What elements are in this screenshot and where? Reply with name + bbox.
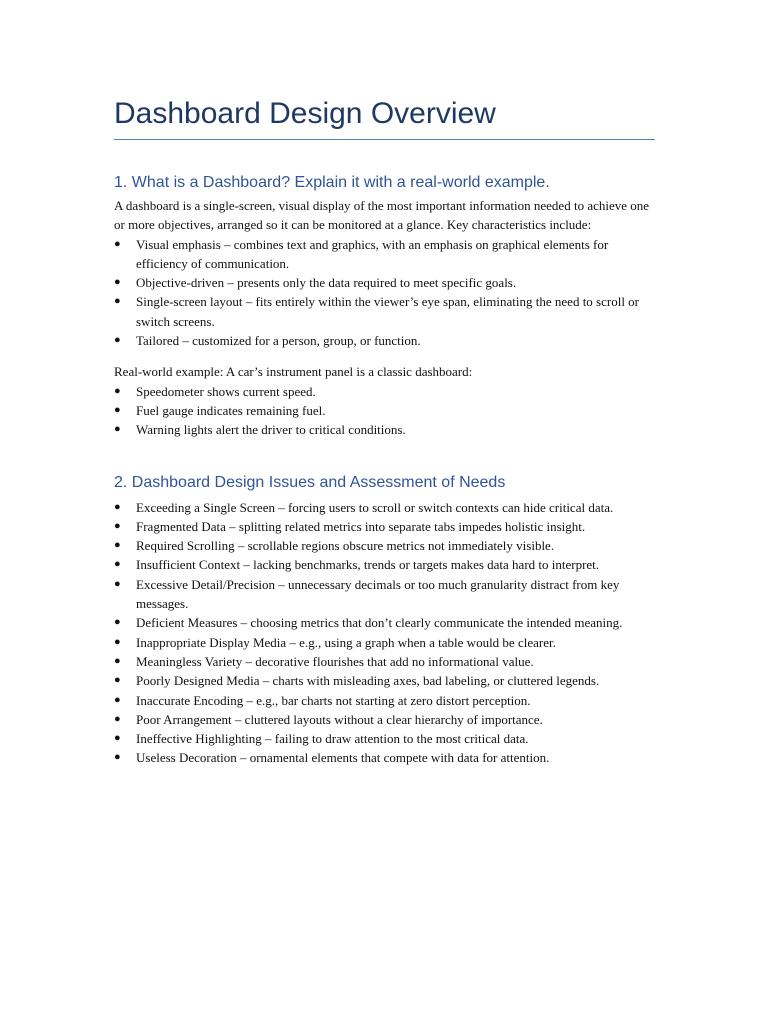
- bullet-icon: ●: [114, 654, 121, 667]
- list-item: [114, 613, 656, 632]
- list-item-text: Required Scrolling – scrollable regions obscure metrics not immediately visible.: [136, 538, 555, 554]
- characteristics-list: [114, 235, 656, 351]
- list-item-text: Excessive Detail/Precision – unnecessary decimals or too much granularity distract from key messages.: [136, 576, 620, 612]
- list-item-text: Visual emphasis – combines text and graphics, with an emphasis on graphical elements for efficiency of communication.: [136, 236, 609, 271]
- page-title: Dashboard Design Overview: [114, 97, 496, 130]
- list-item: [114, 331, 656, 350]
- example-list: [114, 382, 656, 440]
- bullet-icon: ●: [114, 384, 121, 397]
- list-item: [114, 420, 656, 439]
- bullet-icon: ●: [114, 577, 121, 590]
- list-item-text: Poorly Designed Media – charts with misleading axes, bad labeling, or cluttered legends.: [136, 673, 600, 689]
- list-item-text: Poor Arrangement – cluttered layouts without a clear hierarchy of importance.: [136, 711, 543, 727]
- list-item: [114, 671, 656, 690]
- bullet-icon: ●: [114, 539, 121, 552]
- list-item: [114, 382, 656, 401]
- bullet-icon: ●: [114, 693, 121, 706]
- section-1-intro: A dashboard is a single-screen, visual display of the most important information needed to achieve one or more objectives, arranged so it can be monitored at a glance. Key characteristics include:: [114, 198, 650, 233]
- list-item: [114, 401, 656, 420]
- bullet-icon: ●: [114, 616, 121, 629]
- list-item-text: Ineffective Highlighting – failing to draw attention to the most critical data.: [136, 731, 529, 747]
- list-item: [114, 273, 656, 292]
- section-1-heading: 1. What is a Dashboard? Explain it with a real-world example.: [114, 174, 550, 191]
- list-item: [114, 652, 656, 671]
- list-item-text: Fragmented Data – splitting related metrics into separate tabs impedes holistic insight.: [136, 518, 586, 534]
- list-item-text: Deficient Measures – choosing metrics that don’t clearly communicate the intended meaning.: [136, 615, 623, 631]
- issues-list: [114, 498, 656, 768]
- list-item-text: Useless Decoration – ornamental elements that compete with data for attention.: [136, 750, 550, 766]
- list-item: [114, 748, 656, 767]
- list-item: [114, 691, 656, 710]
- bullet-icon: ●: [114, 403, 121, 416]
- bullet-icon: ●: [114, 276, 121, 289]
- list-item-text: Single-screen layout – fits entirely within the viewer’s eye span, eliminating the need to scroll or switch screens.: [136, 294, 640, 329]
- list-item-text: Objective-driven – presents only the data required to meet specific goals.: [136, 275, 517, 291]
- bullet-icon: ●: [114, 635, 121, 648]
- title-underline: [114, 139, 655, 140]
- bullet-icon: ●: [114, 500, 121, 513]
- bullet-icon: ●: [114, 712, 121, 725]
- list-item-text: Fuel gauge indicates remaining fuel.: [136, 402, 326, 418]
- list-item: [114, 235, 656, 274]
- bullet-icon: ●: [114, 674, 121, 687]
- list-item-text: Inaccurate Encoding – e.g., bar charts not starting at zero distort perception.: [136, 692, 531, 708]
- bullet-icon: ●: [114, 519, 121, 532]
- list-item-text: Exceeding a Single Screen – forcing users to scroll or switch contexts can hide critical data.: [136, 499, 614, 515]
- bullet-icon: ●: [114, 334, 121, 347]
- list-item: [114, 710, 656, 729]
- section-2-heading: 2. Dashboard Design Issues and Assessment of Needs: [114, 473, 506, 491]
- bullet-icon: ●: [114, 732, 121, 745]
- list-item: [114, 633, 656, 652]
- list-item: [114, 292, 656, 331]
- list-item: [114, 536, 656, 555]
- bullet-icon: ●: [114, 295, 121, 308]
- list-item-text: Warning lights alert the driver to critical conditions.: [136, 422, 406, 438]
- list-item-text: Insufficient Context – lacking benchmarks, trends or targets makes data hard to interpret.: [136, 557, 600, 573]
- list-item: [114, 517, 656, 536]
- list-item-text: Tailored – customized for a person, group, or function.: [136, 333, 421, 349]
- list-item-text: Meaningless Variety – decorative flourishes that add no informational value.: [136, 653, 534, 669]
- list-item: [114, 498, 656, 517]
- bullet-icon: ●: [114, 558, 121, 571]
- example-intro: Real-world example: A car’s instrument panel is a classic dashboard:: [114, 364, 473, 380]
- list-item: [114, 575, 656, 614]
- list-item: [114, 555, 656, 574]
- list-item-text: Inappropriate Display Media – e.g., using a graph when a table would be clearer.: [136, 634, 556, 650]
- bullet-icon: ●: [114, 751, 121, 764]
- bullet-icon: ●: [114, 237, 121, 250]
- list-item: [114, 729, 656, 748]
- bullet-icon: ●: [114, 423, 121, 436]
- list-item-text: Speedometer shows current speed.: [136, 383, 316, 399]
